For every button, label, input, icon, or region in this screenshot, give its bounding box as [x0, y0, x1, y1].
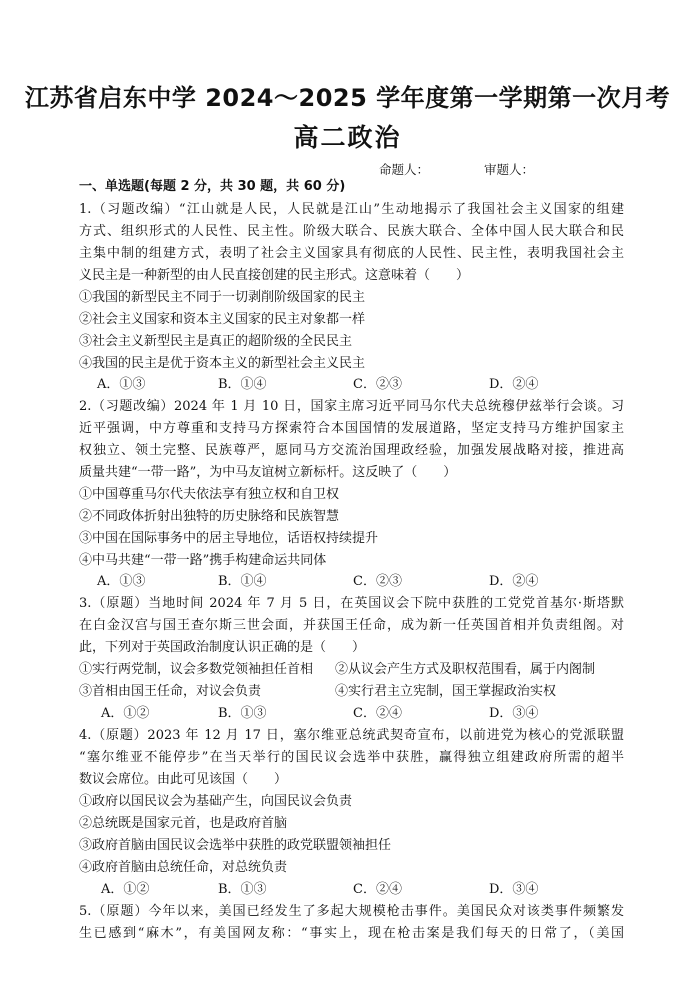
statement: ④实行君主立宪制，国王掌握政治实权 [335, 684, 557, 699]
statement: ①我国的新型民主不同于一切剥削阶级国家的民主 [79, 290, 366, 305]
answer-options [79, 573, 624, 591]
option-a: A．①③ [97, 377, 146, 392]
question-text-line: 1.（习题改编）“江山就是人民，人民就是江山”生动地揭示了我国社会主义国家的组建 [79, 202, 624, 217]
option-b: B．①③ [218, 706, 267, 721]
question-text-line: 近平强调，中方尊重和支持马方探索符合本国国情的发展道路，坚定支持马方维护国家主 [79, 421, 624, 436]
question-text-line: 义民主是一种新型的由人民直接创建的民主形式。这意味着（ ） [79, 268, 470, 283]
statement: ①中国尊重马尔代夫依法享有独立权和自卫权 [79, 487, 340, 502]
exam-subject: 高二政治 [293, 123, 402, 152]
question-text-line: 权独立、领土完整、民族尊严，愿同马方交流治国理政经验，加强发展战略对接，推进高 [79, 443, 624, 458]
exam-title: 江苏省启东中学 2024～2025 学年度第一学期第一次月考 [24, 84, 671, 112]
option-b: B．①④ [218, 574, 267, 589]
question-text-line: 5.（原题）今年以来，美国已经发生了多起大规模枪击事件。美国民众对该类事件频繁发 [79, 904, 624, 919]
answer-options [79, 881, 624, 899]
statement: ③中国在国际事务中的居主导地位，话语权持续提升 [79, 531, 379, 546]
question-text-line: “塞尔维亚不能停步”在当天举行的国民议会选举中获胜，赢得独立组建政府所需的超半 [79, 750, 624, 765]
option-a: A．①② [101, 882, 150, 897]
statement-row [79, 661, 624, 679]
question-text-line: 3.（原题）当地时间 2024 年 7 月 5 日，在英国议会下院中获胜的工党党首基尔·斯塔默 [79, 596, 624, 611]
option-d: D．③④ [489, 706, 539, 721]
option-b: B．①③ [218, 882, 267, 897]
option-b: B．①④ [218, 377, 267, 392]
answer-options [79, 705, 624, 723]
reviewer-label: 审题人： [484, 162, 535, 177]
option-c: C．②④ [353, 706, 402, 721]
option-a: A．①③ [97, 574, 146, 589]
setter-label: 命题人： [379, 162, 430, 177]
question-text-line: 数议会席位。由此可见该国（ ） [79, 772, 288, 787]
statement: ④政府首脑由总统任命，对总统负责 [79, 860, 288, 875]
statement: ④我国的民主是优于资本主义的新型社会主义民主 [79, 356, 366, 371]
option-d: D．②④ [489, 574, 539, 589]
statement: ①政府以国民议会为基础产生，向国民议会负责 [79, 794, 353, 809]
question-text-line: 方式、组织形式的人民性、民主性。阶级大联合、民族大联合、全体中国人民大联合和民 [79, 224, 624, 239]
option-c: C．②③ [353, 574, 402, 589]
statement: ③社会主义新型民主是真正的超阶级的全民民主 [79, 334, 353, 349]
statement: ②不同政体折射出独特的历史脉络和民族智慧 [79, 509, 340, 524]
answer-options [79, 376, 624, 394]
question-text-line: 此，下列对于英国政治制度认识正确的是（ ） [79, 640, 366, 655]
statement: ③政府首脑由国民议会选举中获胜的政党联盟领袖担任 [79, 838, 392, 853]
statement: ①实行两党制，议会多数党领袖担任首相 [79, 662, 314, 677]
statement: ②总统既是国家元首，也是政府首脑 [79, 816, 288, 831]
question-text-line: 4.（原题）2023 年 12 月 17 日，塞尔维亚总统武契奇宣布，以前进党为核心的党派联盟 [79, 728, 624, 743]
option-c: C．②④ [353, 882, 402, 897]
option-c: C．②③ [353, 377, 402, 392]
option-d: D．③④ [489, 882, 539, 897]
statement: ②社会主义国家和资本主义国家的民主对象都一样 [79, 312, 366, 327]
statement: ②从议会产生方式及职权范围看，属于内阁制 [335, 662, 596, 677]
question-text-line: 2.（习题改编）2024 年 1 月 10 日，国家主席习近平同马尔代夫总统穆伊兹举行会谈。习 [79, 399, 624, 414]
question-text-line: 主集中制的组建方式，表明了社会主义国家具有彻底的人民性、民主性，表明我国社会主 [79, 246, 624, 261]
statement: ④中马共建“一带一路”携手构建命运共同体 [79, 553, 327, 568]
question-text-line: 在白金汉宫与国王查尔斯三世会面，并获国王任命，成为新一任英国首相并负责组阁。对 [79, 618, 624, 633]
statement: ③首相由国王任命，对议会负责 [79, 684, 262, 699]
option-d: D．②④ [489, 377, 539, 392]
option-a: A．①② [101, 706, 150, 721]
question-text-line: 生已感到“麻木”，有美国网友称：“事实上，现在枪击案是我们每天的日常了，（美国 [79, 926, 624, 941]
section-heading: 一、单选题(每题 2 分，共 30 题，共 60 分) [79, 179, 346, 194]
question-text-line: 质量共建“一带一路”，为中马友谊树立新标杆。这反映了（ ） [79, 465, 457, 480]
statement-row [79, 683, 624, 701]
